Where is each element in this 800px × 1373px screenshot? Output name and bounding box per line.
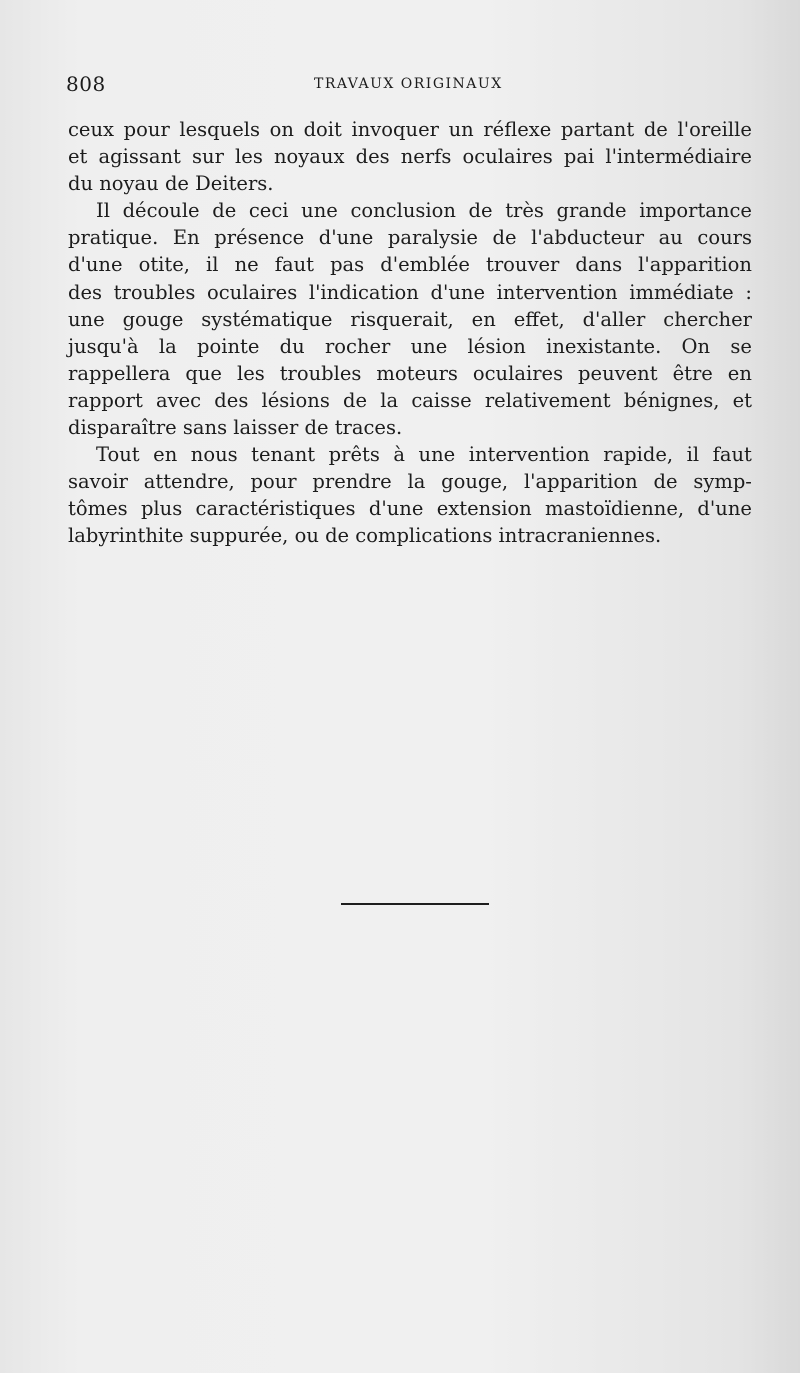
text-line: Il découle de ceci une conclusion de très grande importance xyxy=(96,199,752,223)
page-number: 808 xyxy=(66,72,106,96)
text-line: rapport avec des lésions de la caisse relativement bénignes, et xyxy=(68,388,752,412)
running-head: TRAVAUX ORIGINAUX xyxy=(314,76,503,92)
text-line: savoir attendre, pour prendre la gouge, l'apparition de symp- xyxy=(68,470,752,494)
text-line: tômes plus caractéristiques d'une extension mastoïdienne, d'une xyxy=(68,497,752,521)
text-line: rappellera que les troubles moteurs oculaires peuvent être en xyxy=(68,361,752,385)
text-line: jusqu'à la pointe du rocher une lésion inexistante. On se xyxy=(68,334,752,358)
text-line: pratique. En présence d'une paralysie de l'abducteur au cours xyxy=(68,226,752,250)
text-line: disparaître sans laisser de traces. xyxy=(68,416,403,440)
page-header xyxy=(66,70,754,100)
text-line: et agissant sur les noyaux des nerfs oculaires pai l'intermédiaire xyxy=(68,145,752,169)
text-line: Tout en nous tenant prêts à une intervention rapide, il faut xyxy=(96,443,752,467)
body-text xyxy=(68,116,752,550)
section-end-rule xyxy=(341,903,489,905)
text-line: labyrinthite suppurée, ou de complications intracraniennes. xyxy=(68,524,662,548)
text-line: ceux pour lesquels on doit invoquer un réflexe partant de l'oreille xyxy=(68,118,752,141)
text-line: une gouge systématique risquerait, en effet, d'aller chercher xyxy=(68,307,752,331)
text-line: d'une otite, il ne faut pas d'emblée trouver dans l'apparition xyxy=(68,253,752,277)
text-line: du noyau de Deiters. xyxy=(68,172,274,196)
text-line: des troubles oculaires l'indication d'une intervention immédiate : xyxy=(68,280,752,304)
